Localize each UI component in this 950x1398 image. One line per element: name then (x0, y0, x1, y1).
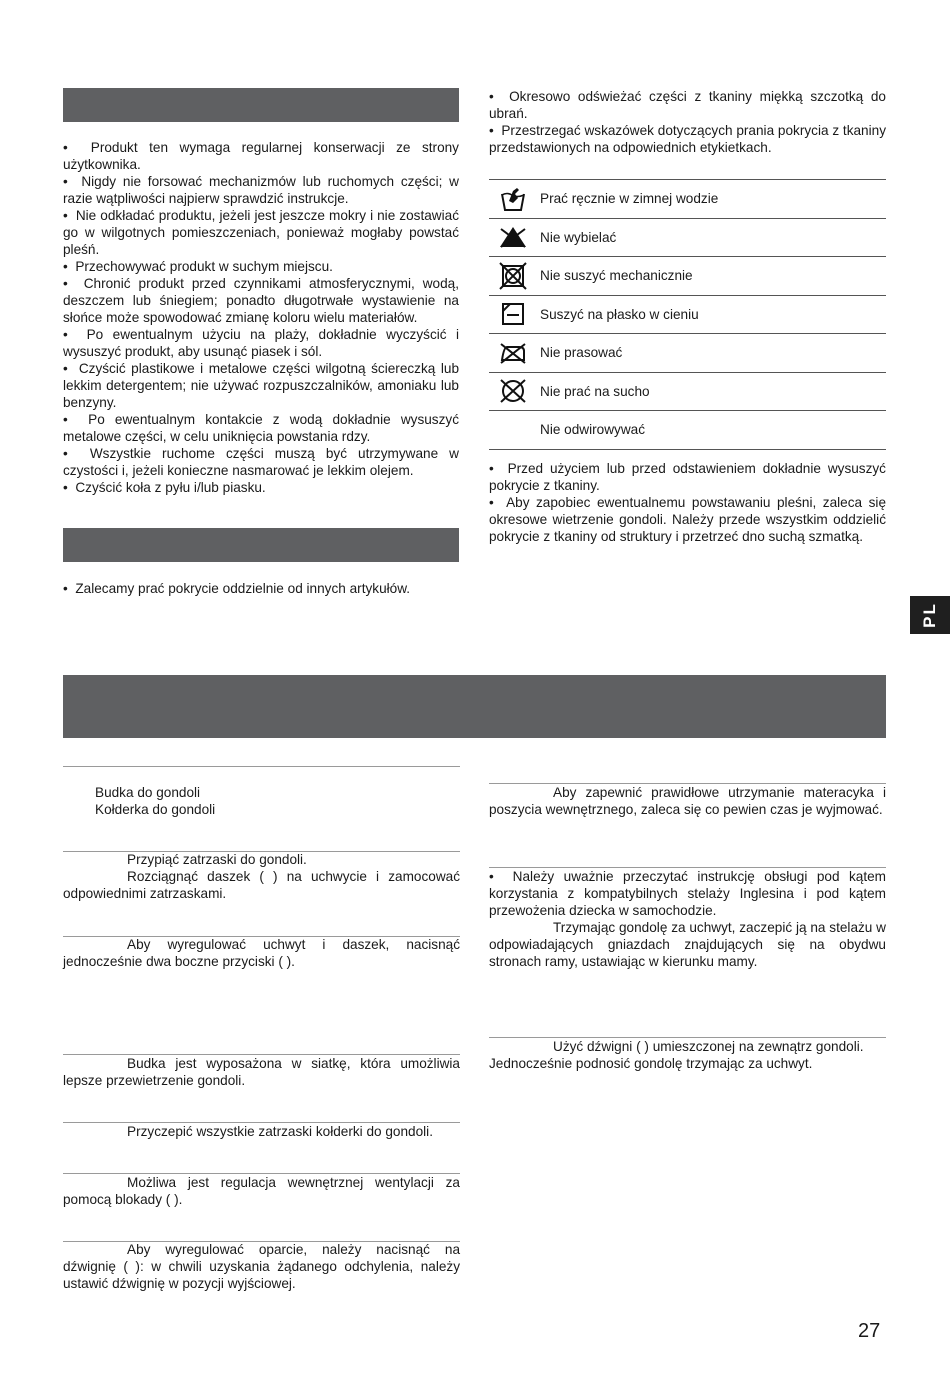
care-label-text: Nie prasować (540, 345, 623, 361)
bullet-item: • Czyścić plastikowe i metalowe części wilgotną ściereczką lub lekkim detergentem; nie używać rozpuszczalników, amoniaku lub benzyny. (63, 361, 459, 410)
bullet-item: • Po ewentualnym użyciu na plaży, dokładnie wyczyścić i wysuszyć produkt, aby usunąć piasek i sól. (63, 327, 459, 359)
bullet-item: • Chronić produkt przed czynnikami atmosferycznymi, wodą, deszczem lub śniegiem; ponadto długotrwałe wystawienie na słońce może spowodować zmianę koloru wielu materiałów. (63, 276, 459, 325)
page-number: 27 (858, 1320, 881, 1342)
washing-bullet (63, 580, 459, 597)
section-header-bar-washing (63, 528, 459, 562)
components-list (63, 784, 460, 818)
list-item: Budka do gondoli (95, 785, 201, 800)
bullet-item: • Nie odkładać produktu, jeżeli jest jeszcze mokry i nie zostawiać go w wilgotnych pomieszczeniach, ponieważ mogłaby powstać pleśń. (63, 208, 459, 257)
bullet-item: • Po ewentualnym kontakcie z wodą dokładnie wysuszyć metalowe części, w celu uniknięcia powstania rdzy. (63, 412, 459, 444)
care-label-text: Nie prać na sucho (540, 383, 650, 399)
bullet-item: • Aby zapobiec ewentualnemu powstawaniu pleśni, zaleca się okresowe wietrzenie gondoli. Należy przede wszystkim oddzielić pokrycie z tkaniny od struktury i przetrzeć dno suchą szmatką. (489, 495, 887, 544)
backrest-text: Aby wyregulować oparcie, należy nacisnąć na dźwignię ( ): w chwili uzyskania żądanego odchylenia, należy ustawić dźwignię w pozycji wyjściowej. (63, 1242, 460, 1291)
list-item: Kołderka do gondoli (95, 802, 216, 817)
mattress-text: Aby zapewnić prawidłowe utrzymanie materacyka i poszycia wewnętrznego, zaleca się co pewien czas je wyjmować. (489, 785, 886, 817)
adjust-handle-text: Aby wyregulować uchwyt i daszek, nacisnąć jednocześnie dwa boczne przyciski ( ). (63, 937, 460, 969)
ventilation-text: Możliwa jest regulacja wewnętrznej wentylacji za pomocą blokady ( ). (63, 1175, 460, 1207)
blank-icon-slot (496, 415, 530, 445)
dry-flat-shade-icon (496, 299, 530, 329)
no-tumble-dry-icon (496, 261, 530, 291)
care-label-text: Nie wybielać (540, 229, 617, 245)
bullet-item: • Czyścić koła z pyłu i/lub piasku. (63, 480, 266, 495)
instruction-text: Rozciągnąć daszek ( ) na uchwycie i zamocować odpowiednimi zatrzaskami. (63, 869, 460, 901)
no-bleach-icon (496, 222, 530, 252)
care-row (489, 373, 886, 412)
care-row (489, 180, 886, 219)
cover-text: Przyczepić wszystkie zatrzaski kołderki do gondoli. (127, 1124, 433, 1139)
maintenance-bullets (63, 139, 459, 496)
after-table-bullets (489, 460, 886, 545)
bullet-item: • Produkt ten wymaga regularnej konserwacji ze strony użytkownika. (63, 140, 459, 172)
bullet-item: • Przed użyciem lub przed odstawieniem dokładnie wysuszyć pokrycie z tkaniny. (489, 461, 886, 493)
hood-instructions (63, 851, 460, 902)
bullet-item: • Okresowo odświeżać części z tkaniny miękką szczotką do ubrań. (489, 89, 886, 121)
bullet-item: • Przechowywać produkt w suchym miejscu. (63, 259, 333, 274)
care-row (489, 219, 886, 258)
language-tab: PL (910, 596, 950, 634)
care-label-text: Nie suszyć mechanicznie (540, 268, 693, 284)
instruction-text: Przypiąć zatrzaski do gondoli. (127, 852, 307, 867)
section-header-bar-maintenance (63, 88, 459, 122)
no-iron-icon (496, 338, 530, 368)
care-row (489, 334, 886, 373)
care-row (489, 411, 886, 450)
mounting-text: • Należy uważnie przeczytać instrukcję obsługi pod kątem korzystania z kompatybilnych stelaży Inglesina i pod kątem przewożenia dziecka w samochodzie. Trzymając gondolę za uchwyt, zaczepić ją na stelażu w odpowiadających gniazdach znajdujących się na obydwu stronach ramy, ustawiając w kierunku mamy. (489, 869, 886, 969)
care-label-text: Prać ręcznie w zimnej wodzie (540, 191, 719, 207)
section-header-bar-carrycot (63, 675, 886, 738)
release-text: Użyć dźwigni ( ) umieszczonej na zewnątrz gondoli. Jednocześnie podnosić gondolę trzymając za uchwyt. (489, 1039, 864, 1071)
hand-wash-icon (496, 184, 530, 214)
care-row (489, 296, 886, 335)
care-label-table (489, 179, 886, 450)
care-row (489, 257, 886, 296)
bullet-item: • Przestrzegać wskazówek dotyczących prania pokrycia z tkaniny przedstawionych na odpowiednich etykietkach. (489, 123, 886, 155)
bullet-item: • Zalecamy prać pokrycie oddzielnie od innych artykułów. (63, 581, 411, 596)
care-label-text: Nie odwirowywać (540, 422, 646, 438)
no-dry-clean-icon (496, 376, 530, 406)
care-label-text: Suszyć na płasko w cieniu (540, 306, 699, 322)
bullet-item: • Nigdy nie forsować mechanizmów lub ruchomych części; w razie wątpliwości najpierw sprawdzić instrukcje. (63, 174, 459, 206)
divider (63, 766, 460, 767)
bullet-item: • Wszystkie ruchome części muszą być utrzymywane w czystości i, jeżeli konieczne nasmarować je lekkim olejem. (63, 446, 459, 478)
bullet-item: • Należy uważnie przeczytać instrukcję obsługi pod kątem korzystania z kompatybilnych stelaży Inglesina i pod kątem przewożenia dziecka w samochodzie. (489, 869, 886, 918)
mesh-text: Budka jest wyposażona w siatkę, która umożliwia lepsze przewietrzenie gondoli. (63, 1056, 460, 1088)
fabric-care-bullets (489, 88, 886, 156)
